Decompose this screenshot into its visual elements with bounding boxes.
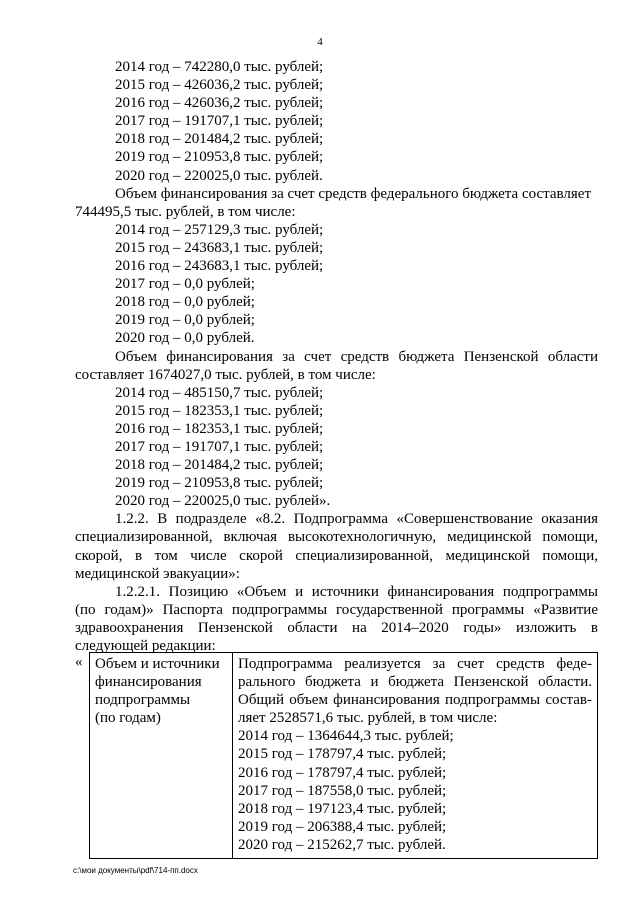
list-item: 2016 год – 182353,1 тыс. рублей; xyxy=(115,420,324,437)
list-item: 2016 год – 243683,1 тыс. рублей; xyxy=(115,258,324,275)
list-item: 2017 год – 0,0 рублей; xyxy=(115,276,255,293)
list-item: 2020 год – 0,0 рублей. xyxy=(115,330,255,347)
paragraph-line: 1.2.2.1. Позицию «Объем и источники финансирования подпрограммы xyxy=(115,583,598,600)
document-body xyxy=(75,58,598,655)
paragraph-line: составляет 1674027,0 тыс. рублей, в том числе: xyxy=(75,366,376,383)
list-item: 2018 год – 0,0 рублей; xyxy=(115,294,255,311)
list-item: 2019 год – 0,0 рублей; xyxy=(115,312,255,329)
paragraph-line: медицинской эвакуации»: xyxy=(75,565,240,582)
list-item: 2016 год – 426036,2 тыс. рублей; xyxy=(115,95,324,112)
cell-line: 2016 год – 178797,4 тыс. рублей; xyxy=(238,764,447,781)
list-item: 2017 год – 191707,1 тыс. рублей; xyxy=(115,438,324,455)
paragraph-line: скорой, в том числе скорой специализированной, медицинской помощи, xyxy=(75,547,598,564)
paragraph-line: 744495,5 тыс. рублей, в том числе: xyxy=(75,203,296,220)
cell-line: рального бюджета и бюджета Пензенской области. xyxy=(238,674,592,691)
list-item: 2015 год – 182353,1 тыс. рублей; xyxy=(115,402,324,419)
passport-table xyxy=(89,652,598,859)
cell-line: 2020 год – 215262,7 тыс. рублей. xyxy=(238,836,446,853)
list-item: 2018 год – 201484,2 тыс. рублей; xyxy=(115,457,324,474)
table-cell-value xyxy=(233,653,598,859)
list-item: 2014 год – 742280,0 тыс. рублей; xyxy=(115,59,324,75)
federal-funding-paragraph xyxy=(75,185,598,221)
paragraph-line: Объем финансирования за счет средств федерального бюджета составляет xyxy=(115,185,592,202)
list-item: 2019 год – 210953,8 тыс. рублей; xyxy=(115,149,324,166)
list-item: 2015 год – 426036,2 тыс. рублей; xyxy=(115,77,324,94)
paragraph-line: (по годам)» Паспорта подпрограммы государственной программы «Развитие xyxy=(75,601,598,618)
cell-line: (по годам) xyxy=(95,710,161,727)
funding-total-list xyxy=(75,58,598,185)
cell-line: финансирования xyxy=(95,674,202,691)
cell-line: Подпрограмма реализуется за счет средств феде- xyxy=(238,656,592,672)
list-item: 2015 год – 243683,1 тыс. рублей; xyxy=(115,239,324,256)
list-item: 2019 год – 210953,8 тыс. рублей; xyxy=(115,475,324,492)
cell-line: подпрограммы xyxy=(95,692,191,709)
paragraph-line: Объем финансирования за счет средств бюджета Пензенской области xyxy=(115,348,598,365)
list-item: 2017 год – 191707,1 тыс. рублей; xyxy=(115,113,324,130)
table-row xyxy=(90,653,598,859)
cell-line: 2014 год – 1364644,3 тыс. рублей; xyxy=(238,728,454,745)
paragraph-line: следующей редакции: xyxy=(75,638,216,654)
cell-line: ляет 2528571,6 тыс. рублей, в том числе: xyxy=(238,710,498,727)
list-item: 2018 год – 201484,2 тыс. рублей; xyxy=(115,131,324,148)
list-item: 2014 год – 485150,7 тыс. рублей; xyxy=(115,384,324,401)
regional-funding-list xyxy=(75,384,598,511)
list-item: 2020 год – 220025,0 тыс. рублей». xyxy=(115,493,331,510)
cell-line: 2017 год – 187558,0 тыс. рублей; xyxy=(238,782,447,799)
cell-line: Объем и источники xyxy=(95,656,220,672)
paragraph-line: 1.2.2. В подразделе «8.2. Подпрограмма «Совершенствование оказания xyxy=(115,511,598,528)
table-cell-label xyxy=(90,653,233,859)
federal-funding-list xyxy=(75,221,598,348)
list-item: 2020 год – 220025,0 тыс. рублей. xyxy=(115,167,323,184)
section-1-2-2 xyxy=(75,510,598,582)
list-item: 2014 год – 257129,3 тыс. рублей; xyxy=(115,221,324,238)
paragraph-line: здравоохранения Пензенской области на 2014–2020 годы» изложить в xyxy=(75,619,598,636)
cell-line: 2015 год – 178797,4 тыс. рублей; xyxy=(238,746,447,763)
page-number: 4 xyxy=(317,36,323,48)
paragraph-line: специализированной, включая высокотехнологичную, медицинской помощи, xyxy=(75,529,598,546)
footer-file-path: c:\мои документы\pdf\714-пп.docx xyxy=(73,866,198,875)
cell-line: Общий объем финансирования подпрограммы состав- xyxy=(238,692,592,709)
cell-line: 2018 год – 197123,4 тыс. рублей; xyxy=(238,800,447,817)
cell-line: 2019 год – 206388,4 тыс. рублей; xyxy=(238,818,447,835)
opening-quote-mark: « xyxy=(75,654,83,670)
regional-funding-paragraph xyxy=(75,348,598,384)
section-1-2-2-1 xyxy=(75,583,598,655)
